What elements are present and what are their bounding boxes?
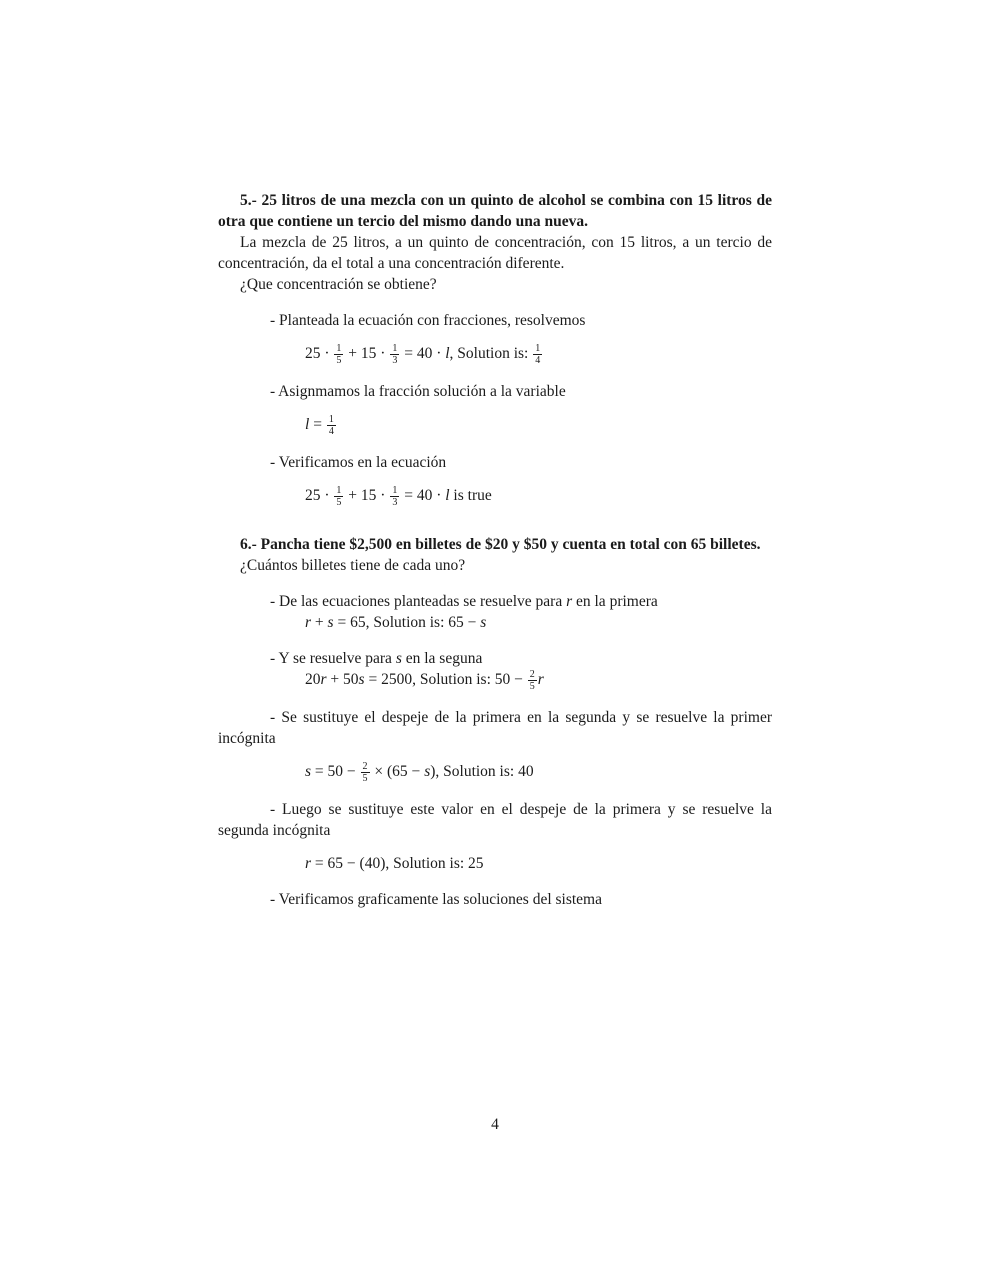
text-run: + 50 [326,671,359,688]
text-run: + 15 · [344,487,390,504]
problem-6-step-2-equation [305,669,772,692]
problem-6-step-3-label [218,707,772,749]
text-run: 6.- Pancha tiene $2,500 en billetes de $20 y $50 y cuenta en total con 65 billetes. [240,536,761,553]
text-run: , Solution is: [449,345,533,362]
fraction-numerator: 1 [328,414,334,425]
problem-5-step-3-equation [305,485,772,508]
fraction-denominator: 3 [392,497,398,508]
text-run: + 15 · [344,345,390,362]
problem-5-step-1-equation [305,343,772,366]
text-run: - Y se resuelve para [270,650,396,667]
text-run: en la seguna [401,650,483,667]
problem-6-step-1-label [218,591,772,612]
problem-6-step-5-label [218,889,772,910]
fraction [334,343,343,366]
text-run: = [309,416,326,433]
fraction [327,414,336,437]
text-run: = 2500, Solution is: 50 − [364,671,527,688]
fraction-numerator: 1 [336,485,342,496]
math-variable: l [445,345,450,362]
fraction-numerator: 1 [535,343,541,354]
text-run: - De las ecuaciones planteadas se resuelve para [270,593,567,610]
text-run: - Verificamos graficamente las soluciones del sistema [270,891,602,908]
problem-6-question [218,555,772,576]
text-run: = 40 · [400,345,446,362]
text-run: - Se sustituye el despeje de la primera en la segunda y se resuelve la primer incógnita [218,709,772,747]
text-run: ¿Que concentración se obtiene? [240,276,437,293]
fraction-numerator: 2 [529,669,535,680]
text-run: 5.- 25 litros de una mezcla con un quinto de alcohol se combina con 15 litros de otra que contiene un tercio del mismo dando una nueva. [218,192,772,230]
fraction-numerator: 1 [336,343,342,354]
math-variable: r [305,614,312,631]
fraction [533,343,542,366]
text-run: × (65 − [370,763,425,780]
problem-5-step-3-label [218,452,772,473]
fraction-numerator: 2 [362,761,368,772]
problem-5-heading [218,190,772,232]
problem-6-step-4-label [218,799,772,841]
fraction [390,343,399,366]
problem-5-question [218,274,772,295]
problem-5-step-2-equation [305,414,772,437]
fraction [361,761,370,784]
fraction [390,485,399,508]
text-run: is true [449,487,492,504]
text-run: 20 [305,671,321,688]
fraction [528,669,537,692]
text-run: 25 · [305,345,334,362]
page-number: 4 [491,1116,499,1133]
math-variable: r [566,593,573,610]
problem-5-intro [218,232,772,274]
fraction-denominator: 5 [529,681,535,692]
math-variable: r [320,671,327,688]
fraction-numerator: 1 [392,343,398,354]
math-variable: s [327,614,334,631]
math-variable: r [537,671,544,688]
fraction-denominator: 3 [392,355,398,366]
text-run: - Verificamos en la ecuación [270,454,447,471]
text-run: = 65, Solution is: 65 − [333,614,481,631]
math-variable: s [480,614,487,631]
page-content [218,190,772,910]
fraction-denominator: 4 [328,426,334,437]
fraction-denominator: 5 [362,773,368,784]
fraction-denominator: 5 [336,497,342,508]
text-run: - Luego se sustituye este valor en el despeje de la primera y se resuelve la segunda incógnita [218,801,772,839]
math-variable: l [445,487,450,504]
math-variable: s [305,763,312,780]
fraction-denominator: 5 [336,355,342,366]
math-variable: r [305,855,312,872]
text-run: + [311,614,328,631]
fraction-denominator: 4 [535,355,541,366]
problem-6-heading [218,534,772,555]
math-variable: s [424,763,431,780]
text-run: 25 · [305,487,334,504]
fraction [334,485,343,508]
problem-6-step-2-label [218,648,772,669]
fraction-numerator: 1 [392,485,398,496]
text-run: ), Solution is: 40 [430,763,534,780]
text-run: - Asignmamos la fracción solución a la variable [270,383,566,400]
text-run: - Planteada la ecuación con fracciones, resolvemos [270,312,586,329]
text-run: La mezcla de 25 litros, a un quinto de concentración, con 15 litros, a un tercio de concentración, da el total a una concentración diferente. [218,234,772,272]
math-variable: s [395,650,402,667]
math-variable: l [305,416,310,433]
math-variable: s [358,671,365,688]
problem-6-step-3-equation [305,761,772,784]
text-run: en la primera [572,593,658,610]
text-run: = 65 − (40), Solution is: 25 [311,855,484,872]
problem-6-step-4-equation [305,853,772,874]
text-run: ¿Cuántos billetes tiene de cada uno? [240,557,466,574]
problem-6-step-1-equation [305,612,772,633]
problem-5-step-1-label [218,310,772,331]
problem-5-step-2-label [218,381,772,402]
text-run: = 50 − [311,763,360,780]
text-run: = 40 · [400,487,446,504]
